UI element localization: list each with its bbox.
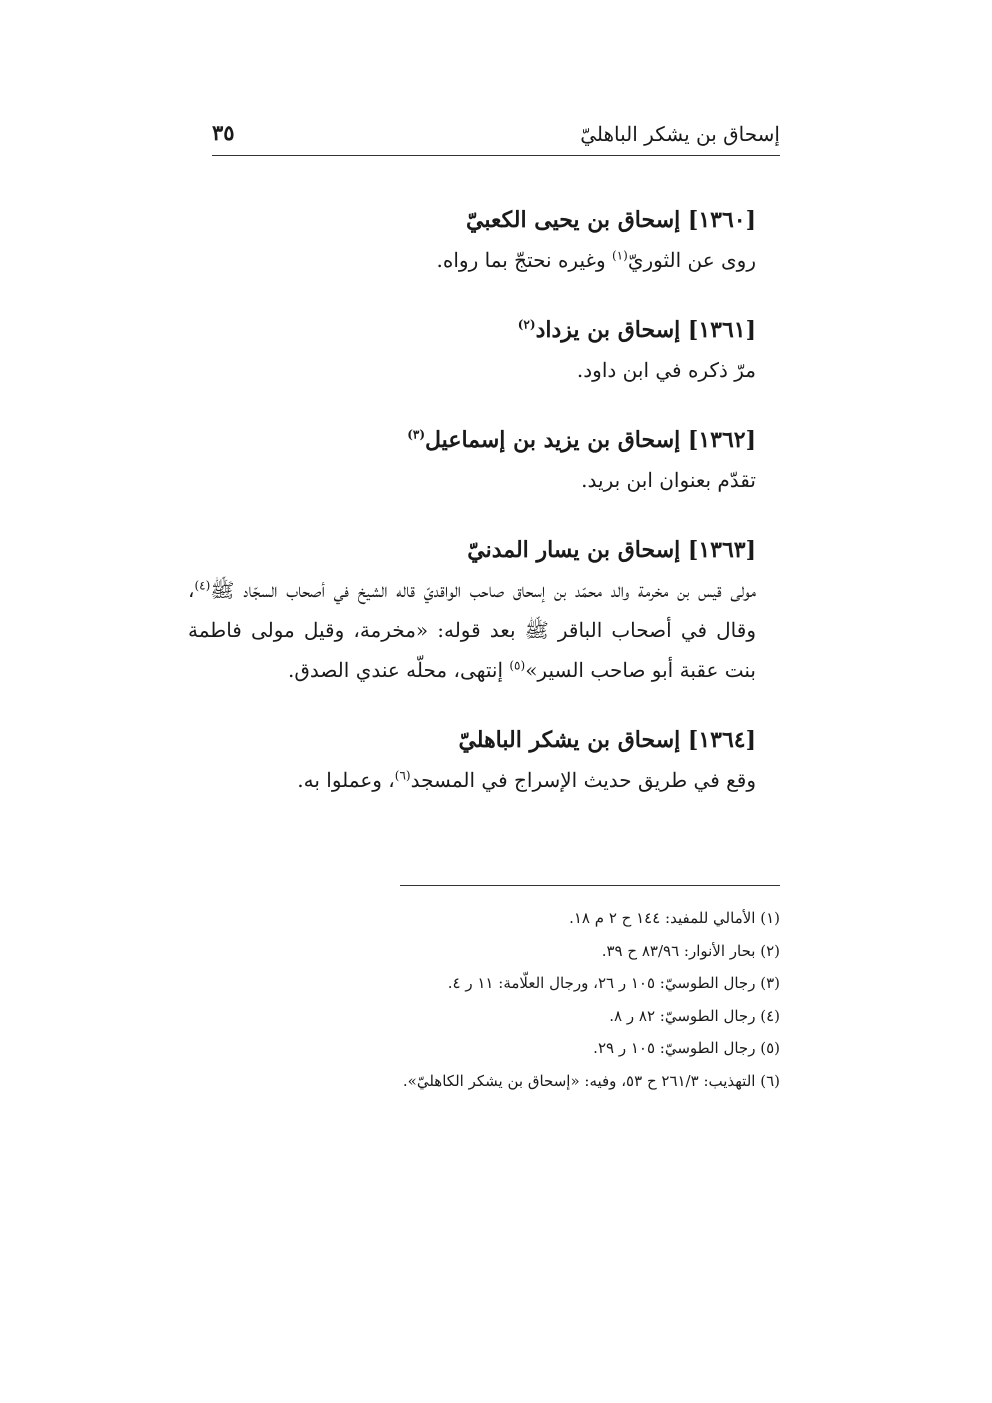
footnote-ref[interactable]: (١): [611, 248, 628, 263]
paragraph-text: مولى قيس بن مخرمة والد محمّد بن إسحاق صاحب الواقديّ قاله الشيخ في أصحاب السجّاد ﷺ: [210, 578, 756, 602]
entry-1361: [212, 310, 756, 390]
entry-1360: [212, 200, 756, 280]
entry-title: [212, 310, 756, 350]
footnote-2: (٢) بحار الأنوار: ٨٣/٩٦ ح ٣٩.: [601, 941, 780, 960]
paragraph-text: تقدّم بعنوان ابن بريد.: [581, 468, 756, 492]
entry-title: [212, 720, 756, 760]
entry-paragraph: [212, 240, 756, 280]
entry-paragraph: [212, 460, 756, 500]
footnote-ref[interactable]: (٥): [509, 658, 526, 673]
entry-title: [212, 420, 756, 460]
entry-title: [212, 530, 756, 570]
entry-1364: [212, 720, 756, 800]
header-rule: [212, 155, 780, 156]
page-number: ٣٥: [212, 120, 235, 145]
footnote-1: (١) الأمالي للمفيد: ١٤٤ ح ٢ م ١٨.: [569, 909, 780, 927]
entry-1363: [188, 530, 756, 690]
entry-paragraph: [212, 350, 756, 390]
paragraph-text: ، وعملوا به.: [297, 768, 395, 792]
page-header: [212, 118, 780, 156]
footnote-ref[interactable]: (٦): [394, 768, 411, 783]
entry-title-text: [١٣٦٠] إسحاق بن يحيى الكعبيّ: [466, 207, 756, 233]
running-title: إسحاق بن يشكر الباهليّ: [580, 122, 780, 146]
entry-title-text: [١٣٦٤] إسحاق بن يشكر الباهليّ: [458, 727, 756, 753]
entry-paragraph: [212, 760, 756, 800]
paragraph-text: روى عن الثوريّ: [627, 248, 756, 272]
entry-1362: [212, 420, 756, 500]
entry-paragraph: [188, 570, 756, 690]
entry-title: [212, 200, 756, 240]
footnote-ref[interactable]: (٤): [194, 578, 211, 593]
paragraph-text: وقع في طريق حديث الإسراج في المسجد: [410, 768, 756, 792]
main-text: [188, 200, 756, 800]
footnote-5: (٥) رجال الطوسيّ: ١٠٥ ر ٢٩.: [593, 1039, 780, 1057]
footnote-6: (٦) التهذيب: ٢٦١/٣ ح ٥٣، وفيه: «إسحاق بن يشكر الكاهليّ».: [402, 1071, 780, 1090]
footnotes: [300, 902, 780, 1097]
footnote-ref[interactable]: (٢): [517, 317, 536, 332]
footnote-3: (٣) رجال الطوسيّ: ١٠٥ ر ٢٦، ورجال العلّامة: ١١ ر ٤.: [447, 974, 780, 992]
footnote-ref[interactable]: (٣): [407, 427, 426, 442]
paragraph-text: وغيره نحتجّ بما رواه.: [436, 248, 612, 272]
paragraph-text: مرّ ذكره في ابن داود.: [576, 358, 756, 382]
footnote-rule: [400, 885, 780, 886]
paragraph-text: إنتهى، محلّه عندي الصدق.: [287, 658, 510, 682]
entry-title-text: [١٣٦٢] إسحاق بن يزيد بن إسماعيل: [425, 427, 756, 453]
entry-title-text: [١٣٦٣] إسحاق بن يسار المدنيّ: [467, 537, 756, 563]
paragraph-text: ، وقال في أصحاب الباقر ﷺ بعد قوله: «مخرمة، وقيل مولى فاطمة بنت عقبة أبو صاحب السير»: [188, 578, 756, 682]
footnote-4: (٤) رجال الطوسيّ: ٨٢ ر ٨.: [609, 1006, 780, 1025]
entry-title-text: [١٣٦١] إسحاق بن يزداد: [535, 317, 756, 343]
